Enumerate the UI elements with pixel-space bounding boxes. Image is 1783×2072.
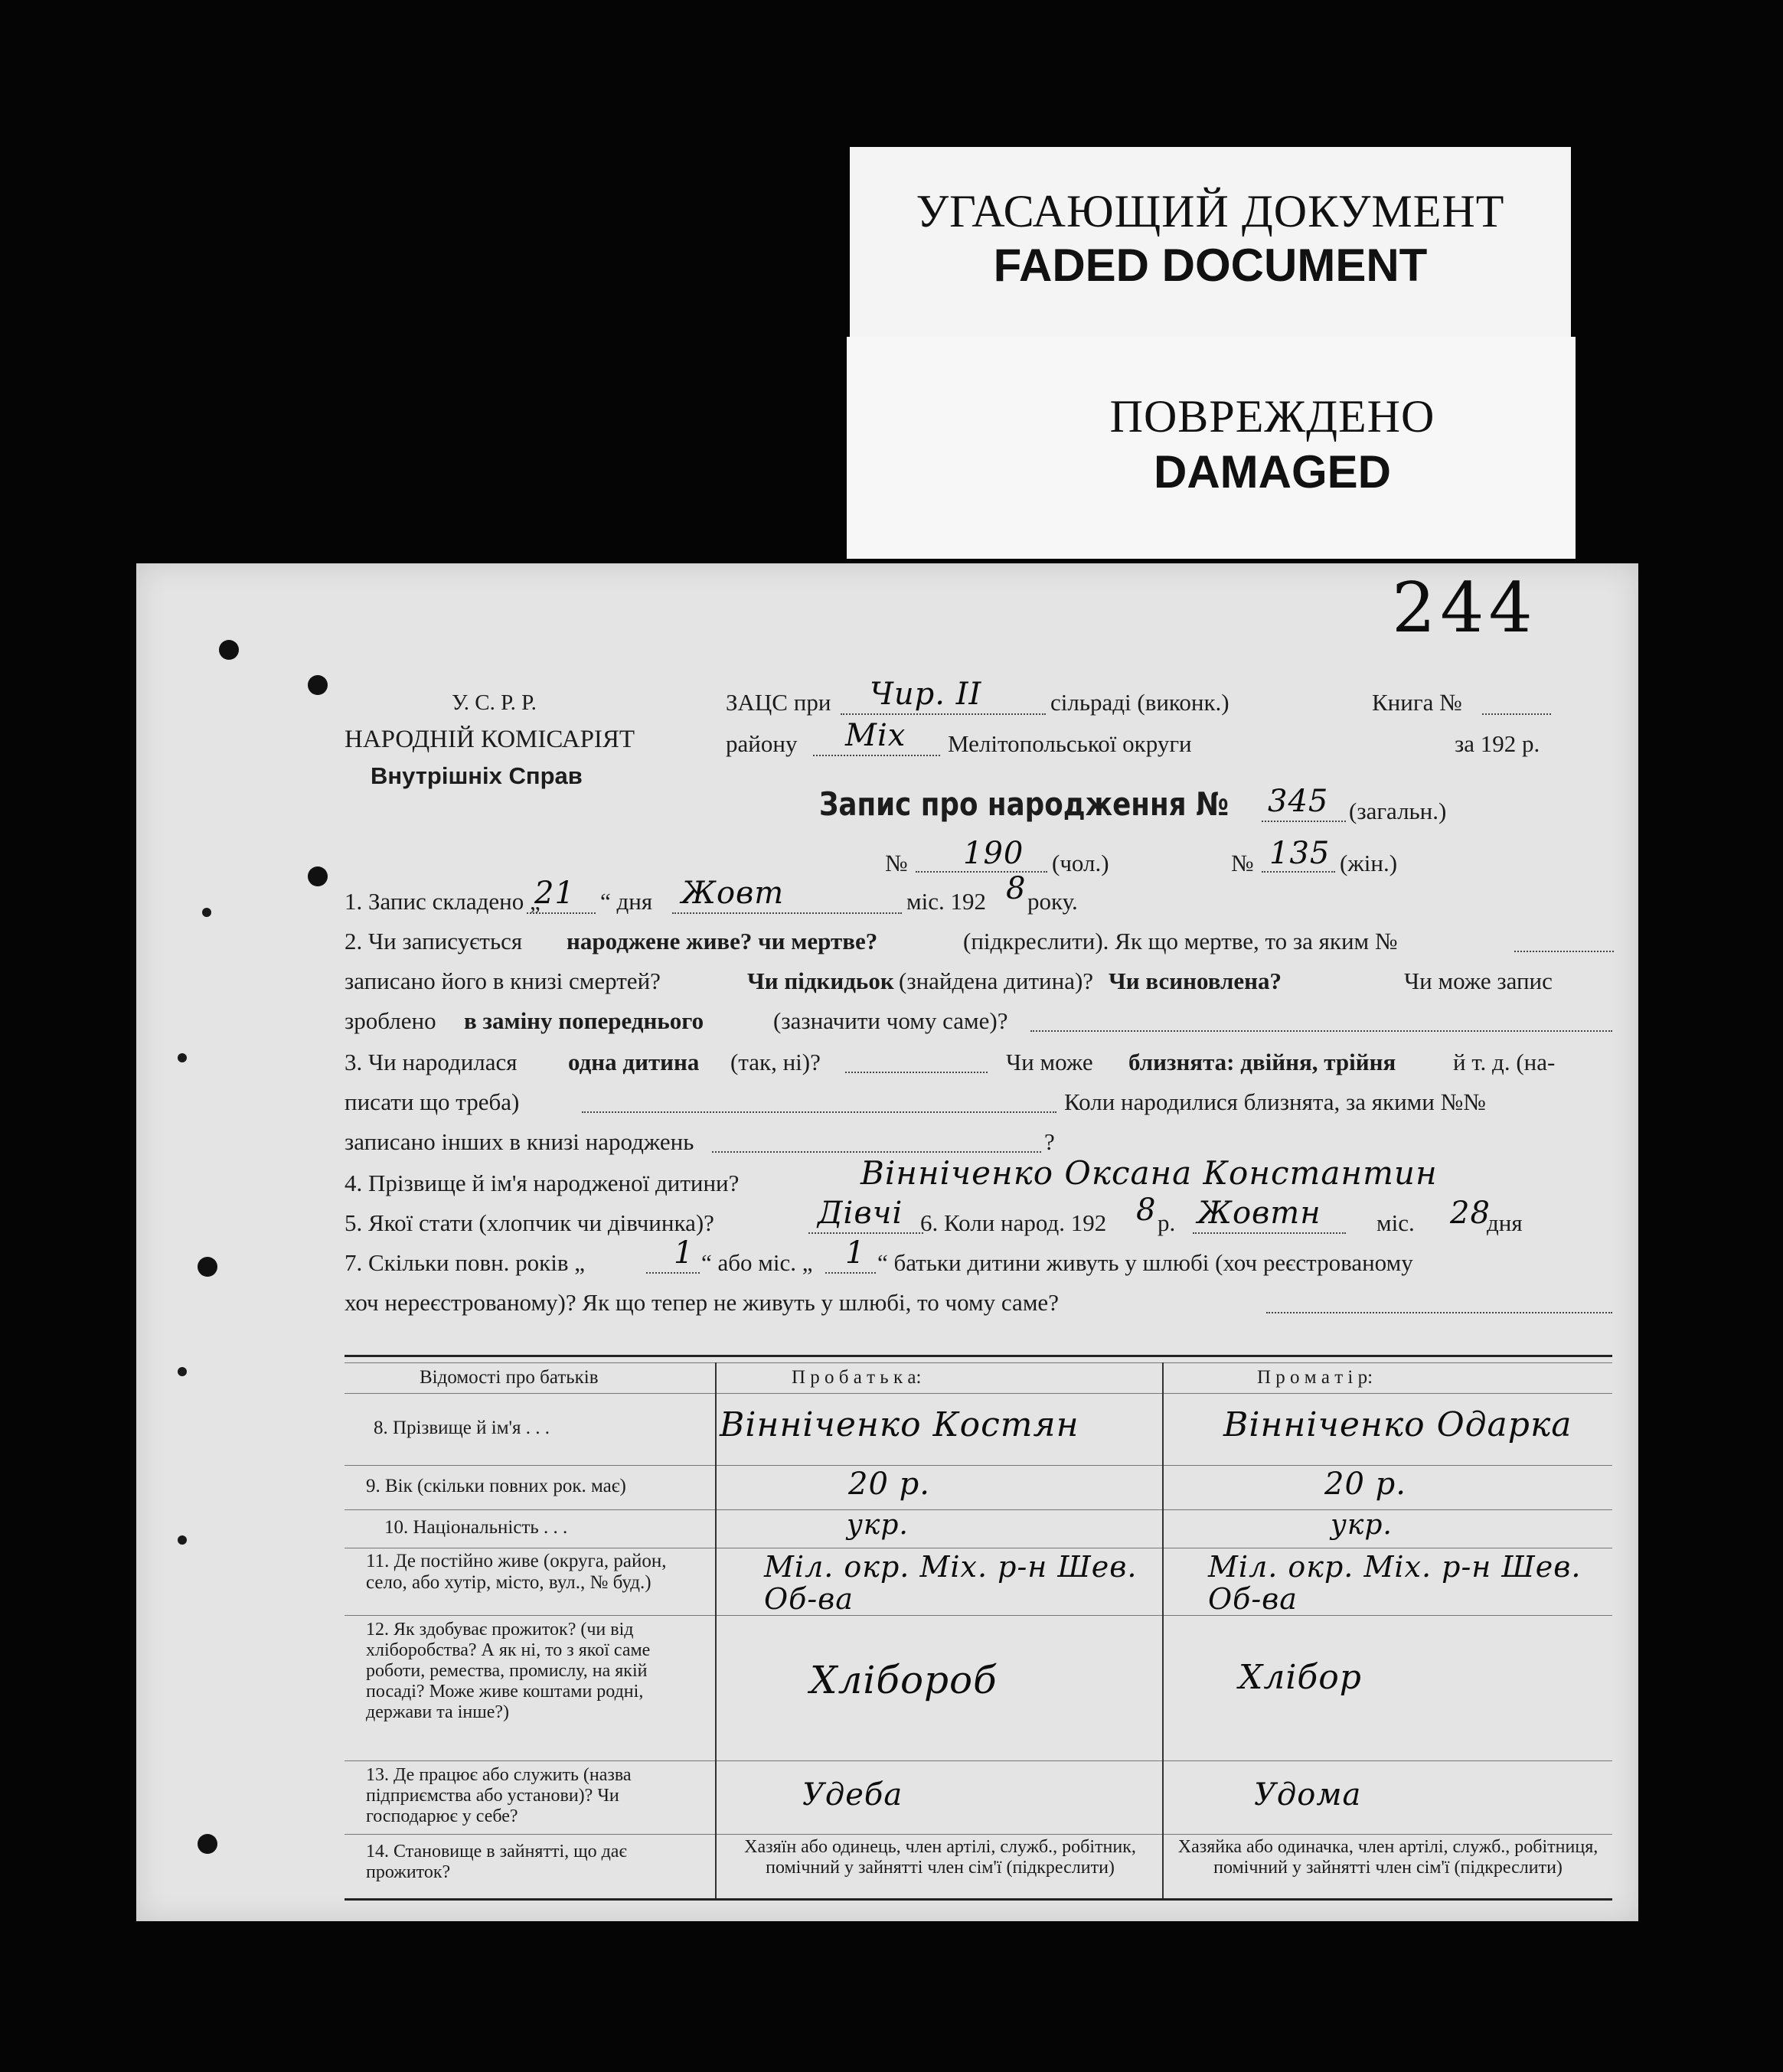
father-nationality: укр.	[847, 1509, 909, 1541]
table-row-line	[345, 1465, 1612, 1466]
damaged-label	[847, 337, 1576, 559]
total-number: 345	[1268, 784, 1329, 819]
damaged-label-ru: ПОВРЕЖДЕНО	[1109, 391, 1435, 442]
table-header-father: П р о б а т ь к а:	[792, 1367, 922, 1388]
female-no-label: №	[1231, 850, 1254, 876]
field-line	[1262, 821, 1346, 822]
row-9-label: 9. Вік (скільки повних рок. має)	[366, 1476, 626, 1496]
rayon-value: Міх	[845, 718, 906, 753]
table-bottom-border	[345, 1898, 1612, 1901]
punch-hole	[219, 640, 239, 660]
punch-hole	[308, 866, 328, 886]
row-14-label: 14. Становище в зайнятті, що дає прожиток?	[366, 1842, 627, 1882]
item-6-year-label: р.	[1158, 1209, 1176, 1236]
item-2-b4: Чи всиновлена?	[1109, 967, 1282, 994]
total-suffix: (загальн.)	[1349, 798, 1447, 824]
item-4-label: 4. Прізвище й ім'я народженої дитини?	[345, 1170, 740, 1196]
field-line	[825, 1272, 876, 1274]
item-6-label: 6. Коли народ. 192	[920, 1209, 1107, 1236]
father-status-options: Хазяїн або одинець, член артілі, служб., робітник, помічний у зайнятті член сім'ї (підкреслити)	[744, 1837, 1136, 1878]
item-3-c2: ?	[1044, 1128, 1055, 1155]
field-line	[1193, 1232, 1346, 1234]
field-line	[582, 1111, 1056, 1113]
male-number: 190	[963, 836, 1024, 871]
item-3-b1: писати що треба)	[345, 1088, 520, 1115]
field-line	[1262, 871, 1335, 873]
item-6-month-label: міс.	[1376, 1209, 1415, 1236]
sheet-number: 244	[1392, 568, 1537, 648]
male-no-label: №	[885, 850, 908, 876]
item-5-label: 5. Якої стати (хлопчик чи дівчинка)?	[345, 1209, 714, 1236]
faded-document-label	[850, 147, 1571, 348]
father-occupation: Хлібороб	[810, 1658, 998, 1702]
record-day: 21	[534, 876, 575, 911]
table-top-border	[345, 1355, 1612, 1357]
ussr-header: У. С. Р. Р.	[452, 690, 537, 715]
field-line	[1266, 1312, 1612, 1313]
rayon-label: району	[726, 730, 798, 757]
field-line	[916, 871, 1047, 873]
item-2-b2: Чи підкидьок	[747, 967, 894, 994]
item-3-c1: записано інших в книзі народжень	[345, 1128, 694, 1155]
father-residence: Міл. окр. Міх. р-н Шев. Об-ва	[764, 1550, 1138, 1616]
female-suffix: (жін.)	[1340, 850, 1398, 876]
item-2-a3: (підкреслити). Як що мертве, то за яким №	[963, 928, 1398, 954]
child-name: Вінніченко Оксана Константин	[860, 1154, 1438, 1192]
item-3-a2: одна дитина	[568, 1049, 700, 1075]
punch-hole	[198, 1834, 217, 1854]
punch-hole	[198, 1257, 217, 1277]
father-workplace: Удеба	[802, 1777, 903, 1813]
field-line	[672, 912, 902, 914]
father-age: 20 р.	[848, 1467, 930, 1502]
year-label: за 192 р.	[1455, 730, 1540, 757]
item-3-b2: Коли народилися близнята, за якими №№	[1064, 1088, 1486, 1115]
mother-workplace: Удома	[1254, 1777, 1362, 1813]
table-header-mother: П р о м а т і р:	[1257, 1367, 1373, 1388]
item-3-a4: Чи може	[1006, 1049, 1093, 1075]
table-top-border-inner	[345, 1362, 1612, 1363]
field-line	[527, 912, 596, 914]
item-2-a2: народжене живе? чи мертве?	[567, 928, 878, 954]
item-2-b5: Чи може запис	[1404, 967, 1553, 994]
married-months: 1	[845, 1235, 866, 1271]
item-1-prefix: 1. Запис складено „	[345, 888, 540, 915]
field-line	[646, 1272, 700, 1274]
item-7-c: “ батьки дитини живуть у шлюбі (хоч реєстрованому	[877, 1249, 1413, 1276]
item-1-year-label: року.	[1027, 888, 1078, 915]
field-line	[841, 713, 1046, 715]
item-2-c2: в заміну попереднього	[464, 1007, 704, 1034]
married-years: 1	[674, 1235, 694, 1271]
female-number: 135	[1269, 836, 1331, 871]
field-line	[712, 1151, 1041, 1153]
field-line	[813, 755, 940, 756]
item-3-a3: (так, ні)?	[730, 1049, 821, 1075]
mother-occupation: Хлібор	[1239, 1658, 1362, 1697]
item-1-month-label: міс. 192	[906, 888, 986, 915]
record-title: Запис про народження №	[819, 785, 1229, 823]
okruha-label: Мелітопольської округи	[948, 730, 1192, 757]
mark	[202, 908, 211, 917]
book-label: Книга №	[1372, 689, 1462, 716]
row-8-label: 8. Прізвище й ім'я . . .	[374, 1418, 550, 1438]
mother-name: Вінніченко Одарка	[1223, 1405, 1572, 1444]
child-sex: Дівчі	[818, 1196, 903, 1231]
mark	[178, 1367, 187, 1376]
field-line	[1030, 1030, 1612, 1032]
table-row-line	[345, 1393, 1612, 1394]
mark	[178, 1535, 187, 1545]
mother-status-options: Хазяйка або одиначка, член артілі, служб., робітниця, помічний у зайнятті член сім'ї (підкреслити)	[1177, 1837, 1598, 1878]
mother-residence: Міл. окр. Міх. р-н Шев. Об-ва	[1208, 1550, 1582, 1616]
row-13-label: 13. Де працює або служить (назва підприємства або установи)? Чи господарює у себе?	[366, 1765, 632, 1826]
mark	[178, 1053, 187, 1062]
mother-age: 20 р.	[1324, 1467, 1406, 1502]
row-12-label: 12. Як здобуває прожиток? (чи від хліборобства? А як ні, то з якої саме роботи, ремества, промислу, на якій посаді? Може живе коштами родні, держави та інше?)	[366, 1620, 651, 1722]
zags-label: ЗАЦС при	[726, 689, 831, 716]
item-7-b: “ або міс. „	[701, 1249, 813, 1276]
item-1-day-label: “ дня	[600, 888, 653, 915]
item-3-a1: 3. Чи народилася	[345, 1049, 518, 1075]
field-line	[1482, 713, 1551, 715]
item-6-day-label: дня	[1487, 1209, 1523, 1236]
item-2-b1: записано його в книзі смертей?	[345, 967, 661, 994]
field-line	[845, 1072, 988, 1073]
faded-label-ru: УГАСАЮЩИЙ ДОКУМЕНТ	[916, 186, 1505, 237]
record-month: Жовт	[681, 876, 785, 911]
birth-day: 28	[1450, 1196, 1491, 1231]
item-7-d: хоч нереєстрованому)? Як що тепер не живуть у шлюбі, то чому саме?	[345, 1289, 1059, 1316]
damaged-label-en: DAMAGED	[1154, 446, 1391, 498]
item-2-a1: 2. Чи записується	[345, 928, 523, 954]
row-11-label: 11. Де постійно живе (округа, район, село, або хутір, місто, вул., № буд.)	[366, 1551, 667, 1593]
item-2-c3: (зазначити чому саме)?	[773, 1007, 1008, 1034]
field-line	[808, 1232, 923, 1234]
table-column-line	[715, 1362, 717, 1898]
table-column-line	[1162, 1362, 1164, 1898]
silradi-label: сільраді (виконк.)	[1050, 689, 1229, 716]
table-row-line	[345, 1760, 1612, 1761]
male-suffix: (чол.)	[1052, 850, 1109, 876]
mother-nationality: укр.	[1331, 1509, 1393, 1541]
punch-hole	[308, 675, 328, 695]
faded-label-en: FADED DOCUMENT	[993, 240, 1428, 291]
item-7-a: 7. Скільки повн. років „	[345, 1249, 585, 1276]
table-row-line	[345, 1615, 1612, 1616]
item-2-b3: (знайдена дитина)?	[899, 967, 1094, 994]
father-name: Вінніченко Костян	[720, 1405, 1079, 1444]
zags-village-value: Чир. ІІ	[870, 677, 982, 712]
item-3-a6: й т. д. (на-	[1453, 1049, 1556, 1075]
birth-year: 8	[1136, 1193, 1157, 1228]
internal-affairs-header: Внутрішніх Справ	[371, 762, 583, 789]
row-10-label: 10. Національність . . .	[384, 1517, 568, 1538]
item-3-a5: близнята: двійня, трійня	[1128, 1049, 1396, 1075]
table-row-line	[345, 1834, 1612, 1835]
commissariat-header: НАРОДНІЙ КОМІСАРІЯТ	[345, 726, 635, 753]
birth-record-form	[136, 563, 1638, 1921]
item-2-c1: зроблено	[345, 1007, 436, 1034]
record-year: 8	[1006, 871, 1027, 906]
table-row-line	[345, 1509, 1612, 1510]
birth-month: Жовтн	[1197, 1196, 1321, 1231]
table-header-parents: Відомості про батьків	[420, 1367, 599, 1388]
field-line	[1514, 951, 1614, 952]
